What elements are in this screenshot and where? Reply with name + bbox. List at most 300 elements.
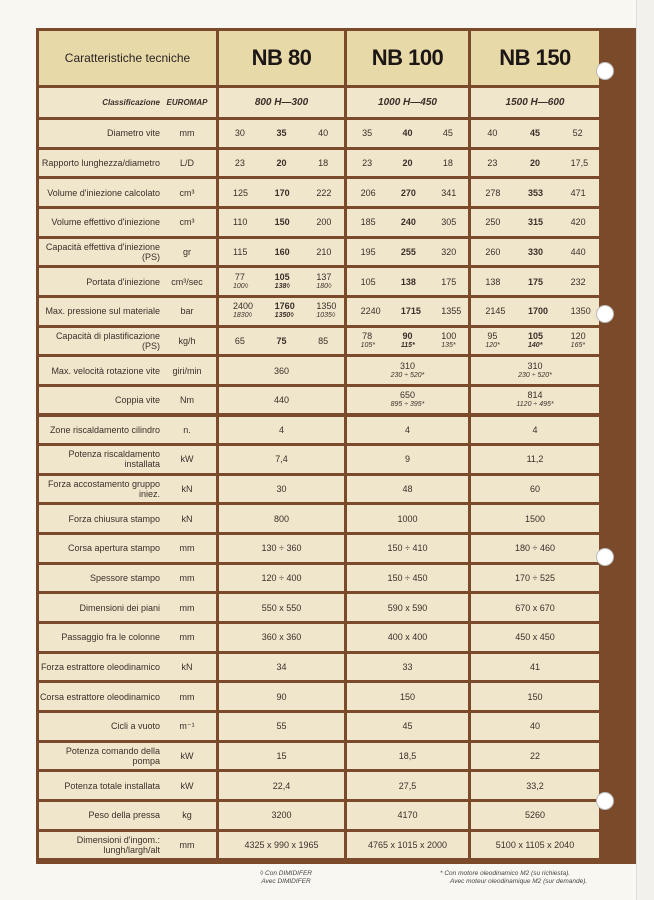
value-main: 110	[233, 217, 248, 228]
value-main: 4325 x 990 x 1965	[244, 839, 319, 850]
value-cell-nb80	[219, 417, 347, 444]
value-cell-nb150	[471, 357, 599, 384]
value-main: 1355	[441, 306, 462, 317]
value-cell-nb100	[347, 298, 471, 325]
row-label-cell	[39, 150, 219, 177]
row-label-cell	[39, 535, 219, 562]
value-sub: 120*	[485, 341, 500, 349]
value-main: 52	[572, 128, 583, 139]
value-main: 78	[362, 330, 373, 341]
row-label-cell	[39, 328, 219, 355]
value-cell-nb100	[347, 179, 471, 206]
value	[219, 158, 260, 168]
value-main: 1000	[397, 513, 418, 524]
value-main: 105	[360, 276, 376, 287]
value-main: 23	[487, 157, 498, 168]
row-label: Zone riscaldamento cilindro	[49, 424, 160, 435]
value-main: 400 x 400	[387, 632, 428, 643]
value-main: 1350	[570, 306, 591, 317]
value-cell-nb100	[347, 683, 471, 710]
table-row	[39, 565, 636, 592]
value	[347, 247, 387, 257]
value	[347, 277, 387, 287]
value-main: 22,4	[272, 780, 291, 791]
value-main: 232	[570, 276, 586, 287]
table-row	[39, 328, 636, 355]
value-cell-nb150	[471, 239, 599, 266]
classification-nb80: 800 H—300	[219, 88, 347, 117]
row-label-cell	[39, 179, 219, 206]
row-unit: kg/h	[178, 335, 196, 346]
value-main: 40	[318, 128, 329, 139]
value-cell-nb80	[219, 594, 347, 621]
table-row	[39, 772, 636, 799]
table-row	[39, 683, 636, 710]
row-label-cell	[39, 713, 219, 740]
value-cell-nb100	[347, 150, 471, 177]
value	[514, 277, 556, 287]
value	[557, 331, 599, 351]
value	[557, 217, 599, 227]
value-main: 270	[400, 187, 416, 198]
row-label-cell	[39, 268, 219, 295]
value-cell-nb150	[471, 832, 599, 859]
row-unit: cm³/sec	[171, 276, 203, 287]
value-cell-nb80	[219, 476, 347, 503]
value-cell-nb80	[219, 387, 347, 414]
value-cell-nb80	[219, 120, 347, 147]
value	[388, 217, 428, 227]
value-main: 45	[529, 128, 540, 139]
value-main: 670 x 670	[515, 602, 555, 613]
value-main: 305	[441, 217, 457, 228]
value	[471, 188, 513, 198]
row-label-cell	[39, 476, 219, 503]
value	[388, 188, 428, 198]
table-row	[39, 150, 636, 177]
value	[347, 188, 387, 198]
value-main: 20	[402, 157, 413, 168]
value-main: 590 x 590	[387, 602, 428, 613]
value-cell-nb150	[471, 476, 599, 503]
value	[557, 247, 599, 257]
value-main: 27,5	[398, 780, 417, 791]
value	[428, 188, 468, 198]
value-cell-nb100	[347, 387, 471, 414]
value	[303, 217, 344, 227]
value	[557, 188, 599, 198]
value-main: 33,2	[526, 780, 544, 791]
table-row	[39, 239, 636, 266]
row-label: Capacità di plastificazione (PS)	[55, 330, 160, 351]
classification-nb100: 1000 H—450	[347, 88, 471, 117]
row-label: Forza chiusura stampo	[68, 513, 160, 524]
value-main: 2240	[360, 306, 381, 317]
value-cell-nb150	[471, 505, 599, 532]
row-unit: mm	[179, 543, 195, 554]
value	[428, 158, 468, 168]
value-main: 105	[274, 271, 290, 282]
binder-hole	[596, 305, 614, 323]
row-unit: kN	[181, 513, 193, 524]
row-label-cell	[39, 446, 219, 473]
value-cell-nb80	[219, 565, 347, 592]
value-main: 75	[276, 335, 287, 346]
table-row	[39, 505, 636, 532]
value	[347, 217, 387, 227]
value-sub: 115*	[400, 341, 415, 349]
value	[219, 217, 260, 227]
row-unit: bar	[180, 306, 194, 317]
row-label-cell	[39, 417, 219, 444]
value-cell-nb150	[471, 802, 599, 829]
row-label: Max. velocità rotazione vite	[51, 365, 160, 376]
value	[514, 306, 556, 316]
value-main: 150	[399, 691, 416, 702]
row-label: Potenza totale installata	[64, 780, 160, 791]
value-main: 130 ÷ 360	[261, 543, 302, 554]
row-label: Forza accostamento gruppo iniez.	[47, 479, 160, 500]
value-main: 34	[276, 662, 287, 672]
value	[557, 158, 599, 168]
value	[471, 247, 513, 257]
value-main: 222	[316, 187, 332, 198]
value-main: 18	[318, 157, 329, 168]
value	[219, 188, 260, 198]
value-sub: 180◊	[316, 282, 332, 290]
table-row	[39, 417, 636, 444]
value	[303, 272, 344, 292]
value-cell-nb80	[219, 772, 347, 799]
value	[471, 277, 513, 287]
value-cell-nb80	[219, 239, 347, 266]
value	[557, 306, 599, 316]
value	[557, 277, 599, 287]
value-main: 90	[402, 330, 413, 341]
value-cell-nb80	[219, 832, 347, 859]
value-main: 210	[316, 246, 332, 257]
value-main: 255	[400, 246, 416, 257]
row-label: Diametro vite	[106, 128, 160, 139]
value-main: 20	[276, 157, 287, 168]
classification-label-cell	[39, 88, 219, 117]
footnote-left-1: ◊ Con DIMIDIFER	[260, 870, 312, 877]
row-unit: cm³	[179, 217, 195, 228]
value-main: 550 x 550	[261, 602, 302, 613]
table-row	[39, 387, 636, 414]
value	[219, 128, 260, 138]
value-cell-nb100	[347, 239, 471, 266]
row-label-cell	[39, 683, 219, 710]
classification-row	[39, 88, 636, 117]
value-main: 814	[527, 390, 543, 401]
table-row	[39, 476, 636, 503]
footnote-right-2: Avec moteur oleodinamique M2 (sur demande).	[450, 878, 588, 885]
value-main: 175	[441, 276, 457, 287]
value-main: 450 x 450	[515, 632, 555, 643]
value-main: 85	[318, 335, 329, 346]
value-main: 4	[404, 424, 410, 435]
value-cell-nb80	[219, 802, 347, 829]
value-cell-nb150	[471, 417, 599, 444]
value-main: 9	[404, 454, 410, 465]
value-cell-nb150	[471, 387, 599, 414]
value-sub: 100◊	[233, 282, 249, 290]
value	[303, 301, 344, 321]
row-label-cell	[39, 743, 219, 770]
row-label: Potenza comando della pompa	[65, 745, 160, 766]
value-main: 4	[278, 424, 284, 435]
value-main: 120	[570, 330, 586, 341]
value-main: 195	[360, 246, 376, 257]
value-sub: 105*	[360, 341, 375, 349]
row-unit: gr	[182, 246, 191, 257]
row-label: Cicli a vuoto	[110, 721, 160, 732]
value-main: 105	[528, 330, 544, 341]
row-label-cell	[39, 505, 219, 532]
value-main: 341	[441, 187, 457, 198]
value	[347, 306, 387, 316]
value-cell-nb150	[471, 298, 599, 325]
row-unit: kW	[180, 780, 194, 791]
row-unit: cm³	[179, 187, 195, 198]
value-cell-nb150	[471, 565, 599, 592]
value-cell-nb150	[471, 268, 599, 295]
value-sub: 140*	[528, 341, 543, 349]
value-main: 138	[485, 276, 501, 287]
row-label: Coppia vite	[114, 395, 160, 406]
value	[261, 188, 302, 198]
page-edge	[636, 0, 654, 900]
value	[514, 188, 556, 198]
value	[219, 301, 260, 321]
value-main: 40	[402, 128, 413, 139]
value	[471, 331, 513, 351]
value-main: 5260	[524, 810, 546, 821]
row-unit: kN	[181, 662, 193, 672]
binder-hole	[596, 62, 614, 80]
value-main: 125	[233, 187, 249, 198]
value-cell-nb150	[471, 624, 599, 651]
value	[303, 128, 344, 138]
value	[261, 217, 302, 227]
value-cell-nb80	[219, 713, 347, 740]
value	[388, 247, 428, 257]
value-main: 650	[399, 390, 415, 401]
table-row	[39, 357, 636, 384]
value-main: 240	[400, 217, 416, 228]
value-cell-nb80	[219, 535, 347, 562]
value-main: 206	[360, 187, 376, 198]
row-unit: giri/min	[172, 365, 202, 376]
value-cell-nb80	[219, 654, 347, 681]
value-main: 2145	[485, 306, 506, 317]
value-main: 310	[527, 360, 543, 371]
value	[219, 272, 260, 292]
value	[347, 128, 387, 138]
value-main: 353	[528, 187, 544, 198]
value-main: 2400	[233, 301, 254, 312]
value	[514, 247, 556, 257]
value-cell-nb150	[471, 594, 599, 621]
value-cell-nb80	[219, 743, 347, 770]
value-cell-nb100	[347, 417, 471, 444]
value-cell-nb100	[347, 328, 471, 355]
value-main: 17,5	[570, 157, 589, 168]
table-row	[39, 654, 636, 681]
value-main: 260	[485, 246, 501, 257]
value-cell-nb150	[471, 328, 599, 355]
value-sub: 230 ÷ 520*	[518, 371, 552, 379]
value	[303, 336, 344, 346]
value	[261, 247, 302, 257]
row-unit: mm	[179, 632, 195, 643]
value	[303, 247, 344, 257]
value-main: 1700	[528, 306, 549, 317]
table-row	[39, 120, 636, 147]
value-cell-nb100	[347, 772, 471, 799]
value-main: 471	[570, 187, 586, 198]
table-row	[39, 179, 636, 206]
value-main: 120 ÷ 400	[261, 573, 302, 584]
value-main: 48	[402, 484, 413, 495]
value	[347, 331, 387, 351]
row-label: Portata d'iniezione	[86, 276, 160, 287]
value-main: 90	[276, 691, 287, 702]
value-main: 35	[362, 128, 373, 139]
value-cell-nb100	[347, 713, 471, 740]
value	[514, 128, 556, 138]
row-label-cell	[39, 298, 219, 325]
value-cell-nb80	[219, 624, 347, 651]
row-label: Spessore stampo	[89, 573, 160, 584]
value-main: 185	[360, 217, 376, 228]
value-main: 11,2	[526, 454, 544, 465]
value-cell-nb100	[347, 594, 471, 621]
table-row	[39, 298, 636, 325]
row-unit: kW	[180, 750, 194, 761]
row-unit: L/D	[179, 157, 194, 168]
table-row	[39, 802, 636, 829]
value-main: 55	[276, 721, 287, 732]
value	[471, 158, 513, 168]
value	[471, 128, 513, 138]
row-unit: Nm	[180, 395, 194, 406]
value-main: 360	[273, 365, 290, 376]
value-main: 150 ÷ 450	[387, 573, 428, 584]
row-unit: mm	[179, 691, 195, 702]
value-sub: 1830◊	[233, 312, 253, 320]
value	[428, 277, 468, 287]
row-label: Forza estrattore oleodinamico	[40, 662, 160, 672]
value-main: 138	[400, 276, 416, 287]
value-main: 18,5	[398, 750, 417, 761]
value-cell-nb150	[471, 683, 599, 710]
value	[428, 331, 468, 351]
value-main: 20	[529, 157, 540, 168]
classification-standard: EUROMAP	[166, 98, 208, 107]
model-nb80: NB 80	[219, 31, 347, 85]
value-main: 18	[442, 157, 453, 168]
value-main: 77	[234, 271, 245, 282]
value-cell-nb80	[219, 683, 347, 710]
value	[428, 306, 468, 316]
row-label: Volume d'iniezione calcolato	[47, 187, 160, 198]
row-label: Volume effettivo d'iniezione	[51, 217, 160, 228]
value-main: 30	[276, 484, 287, 495]
value-cell-nb100	[347, 505, 471, 532]
value-main: 40	[529, 721, 540, 732]
value-sub: 1120 ÷ 495*	[516, 401, 554, 409]
value	[471, 306, 513, 316]
table-row	[39, 446, 636, 473]
value-cell-nb150	[471, 535, 599, 562]
value-main: 278	[485, 187, 501, 198]
row-label: Capacità effettiva d'iniezione (PS)	[45, 241, 160, 262]
binder-hole	[596, 792, 614, 810]
row-label-cell	[39, 624, 219, 651]
value-cell-nb80	[219, 150, 347, 177]
value-main: 137	[316, 271, 332, 282]
model-nb100: NB 100	[347, 31, 471, 85]
row-unit: kW	[180, 454, 194, 465]
value-cell-nb150	[471, 120, 599, 147]
row-label-cell	[39, 120, 219, 147]
value-cell-nb150	[471, 150, 599, 177]
value-cell-nb100	[347, 357, 471, 384]
value-cell-nb100	[347, 209, 471, 236]
value-main: 440	[570, 246, 586, 257]
value-cell-nb100	[347, 802, 471, 829]
value-main: 4765 x 1015 x 2000	[367, 839, 448, 850]
value-cell-nb100	[347, 476, 471, 503]
value-main: 170	[274, 187, 290, 198]
value-cell-nb150	[471, 772, 599, 799]
row-label: Potenza riscaldamento installata	[68, 449, 160, 470]
row-label: Passaggio fra le colonne	[61, 632, 160, 643]
row-unit: kg	[182, 810, 192, 821]
value-main: 1350	[316, 301, 337, 312]
value-cell-nb100	[347, 446, 471, 473]
value-cell-nb80	[219, 209, 347, 236]
table-row	[39, 594, 636, 621]
row-unit: m⁻¹	[179, 720, 195, 731]
value-main: 41	[529, 662, 540, 672]
value-main: 1715	[400, 306, 421, 317]
value-cell-nb150	[471, 446, 599, 473]
row-label-cell	[39, 565, 219, 592]
value	[219, 336, 260, 346]
value-cell-nb100	[347, 654, 471, 681]
value	[514, 331, 556, 351]
value-cell-nb150	[471, 654, 599, 681]
row-label-cell	[39, 594, 219, 621]
value-cell-nb80	[219, 357, 347, 384]
value-cell-nb100	[347, 832, 471, 859]
value	[261, 158, 302, 168]
row-unit: mm	[179, 839, 195, 850]
value	[557, 128, 599, 138]
row-label-cell	[39, 357, 219, 384]
value	[388, 306, 428, 316]
value	[347, 158, 387, 168]
value-main: 15	[276, 750, 287, 761]
value-main: 40	[487, 128, 498, 139]
row-unit: mm	[179, 128, 195, 139]
footnote-right-1: * Con motore oleodinamico M2 (su richiesta).	[440, 870, 571, 877]
value-cell-nb80	[219, 179, 347, 206]
row-label: Peso della pressa	[88, 810, 160, 821]
